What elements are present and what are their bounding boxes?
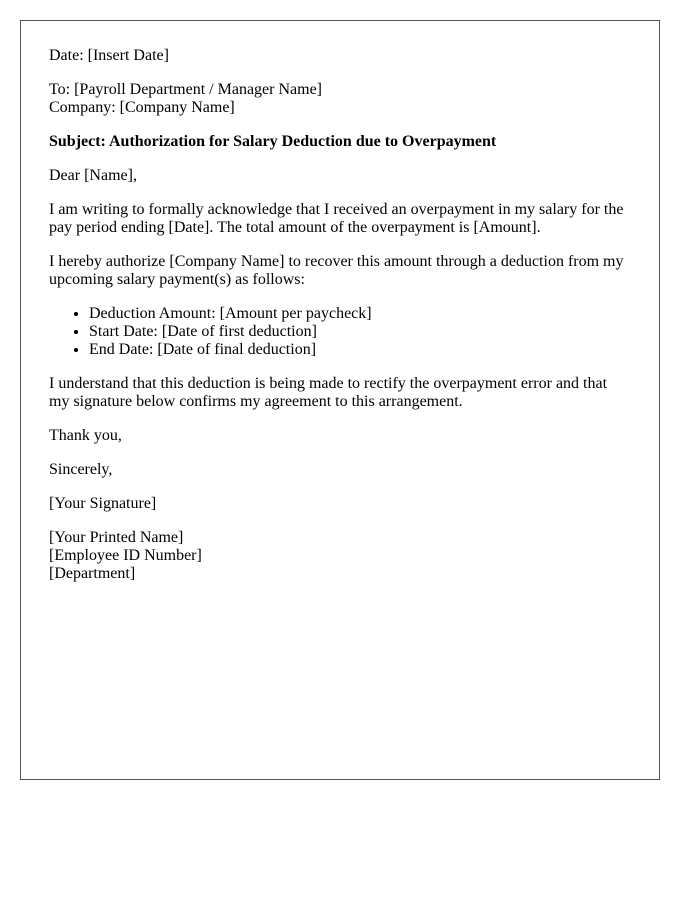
deduction-terms-list [49,305,631,359]
list-item-end-date: • End Date: [Date of final deduction] [89,341,631,359]
signer-details [49,529,631,583]
closing-line: Sincerely, [49,461,113,478]
list-item-deduction-amount: • Deduction Amount: [Amount per paycheck] [89,305,631,323]
list-item-start-date: • Start Date: [Date of first deduction] [89,323,631,341]
department: [Department] [49,565,136,582]
date-line: Date: [Insert Date] [49,47,169,64]
subject-line: Subject: Authorization for Salary Deduction due to Overpayment [49,133,497,150]
employee-id: [Employee ID Number] [49,547,202,564]
signature-line: [Your Signature] [49,495,157,512]
thanks-line: Thank you, [49,427,122,444]
letter-page [20,20,660,780]
body-paragraph-agreement: I understand that this deduction is being made to rectify the overpayment error and that my signature below confirms my agreement to this arrangement. [49,375,608,410]
company-line: Company: [Company Name] [49,99,235,116]
recipient-block [49,81,631,117]
body-paragraph-acknowledgement: I am writing to formally acknowledge that I received an overpayment in my salary for the pay period ending [Date]. The total amount of the overpayment is [Amount]. [49,201,624,236]
recipient-line: To: [Payroll Department / Manager Name] [49,81,323,98]
body-paragraph-authorization: I hereby authorize [Company Name] to recover this amount through a deduction from my upcoming salary payment(s) as follows: [49,253,624,288]
printed-name: [Your Printed Name] [49,529,184,546]
salutation: Dear [Name], [49,167,137,184]
